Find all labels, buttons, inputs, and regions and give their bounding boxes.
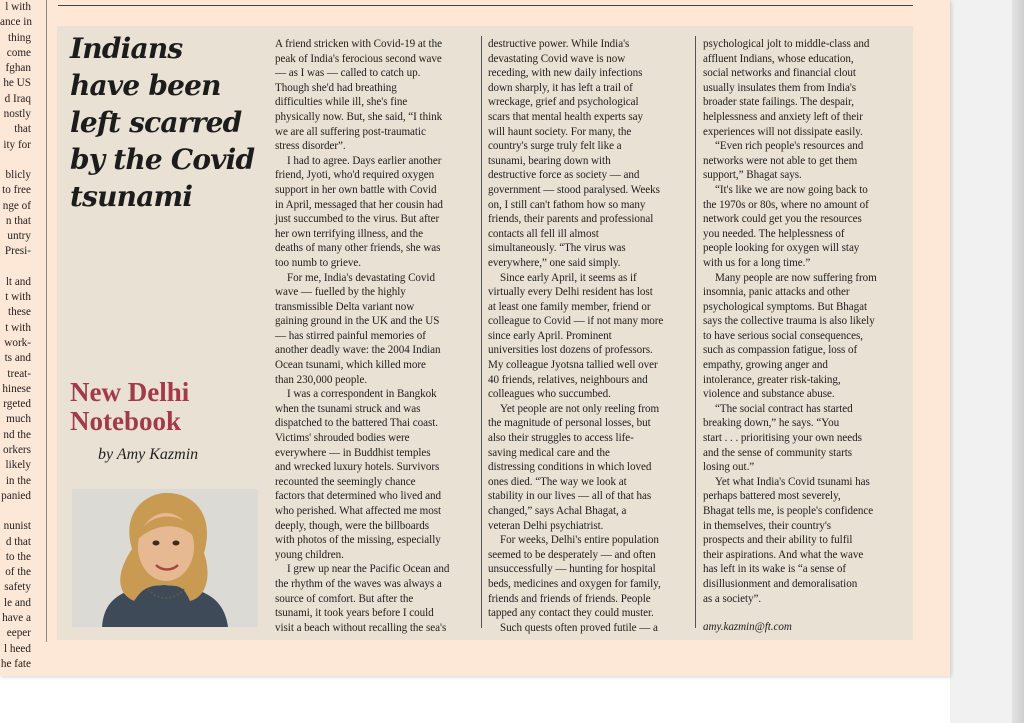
article-line: My colleague Jyotsna tallied well over — [488, 359, 658, 372]
fragment-line: thing — [8, 31, 31, 44]
fragment-line: have a — [2, 611, 31, 624]
article-column-2 — [488, 37, 686, 635]
article-line: factors that determined who lived and — [275, 490, 442, 503]
fragment-line: l heed — [3, 642, 31, 655]
article-line: Yet people are not only reeling from — [500, 402, 660, 415]
article-line: friends, their parents and professional — [488, 213, 654, 226]
article-line: distressing conditions in which loved — [488, 461, 652, 474]
article-line: For weeks, Delhi's entire population — [500, 534, 659, 547]
article-line: dispatched to the battered Thai coast. — [275, 417, 439, 430]
article-line: who perished. What affected me most — [275, 505, 442, 517]
article-line: says the collective trauma is also likely — [703, 315, 875, 328]
column-rule-2 — [695, 36, 696, 628]
article-line: Bhagat tells me, is people's confidence — [703, 505, 874, 517]
author-photo — [72, 489, 258, 627]
article-line: affluent Indians, whose education, — [703, 52, 854, 65]
fragment-line: hinese — [2, 382, 31, 395]
article-line: and wrecked luxury hotels. Survivors — [275, 461, 440, 474]
article-line: unsuccessfully — hunting for hospital — [488, 563, 656, 576]
fragment-line: of the — [5, 566, 31, 579]
fragment-line: ity for — [3, 138, 31, 151]
fragment-line: work- — [4, 336, 31, 349]
article-line: empathy, growing anger and — [703, 359, 828, 372]
article-line: beds, medicines and oxygen for family, — [488, 577, 661, 590]
article-line: psychological jolt to middle-class and — [703, 38, 870, 50]
article-line: to have serious social consequences, — [703, 329, 863, 342]
article-line: we are all suffering post-traumatic — [275, 125, 426, 138]
article-line: deeply, though, were the billboards — [275, 519, 430, 532]
article-line: Such quests often proved futile — a — [500, 621, 658, 634]
article-line: another deadly wave: the 2004 Indian — [275, 344, 441, 357]
article-line: stability in our lives — all of that has — [488, 490, 652, 503]
fragment-line: lt and — [5, 275, 31, 288]
fragment-line: orkers — [3, 444, 31, 457]
article-line: her own terrifying illness, and the — [275, 227, 423, 240]
article-line: wave — fuelled by the highly — [275, 286, 406, 299]
article-line: breaking down,” he says. “You — [703, 417, 840, 430]
article-line: with photos of the missing, especially — [275, 534, 441, 547]
fragment-line: rgeted — [3, 398, 31, 411]
article-line: A friend stricken with Covid-19 at the — [275, 38, 442, 50]
article-line: in April, messaged that her cousin had — [275, 198, 443, 211]
article-line: Ocean tsunami, which killed more — [275, 359, 426, 372]
section-title: New Delhi Notebook — [70, 377, 190, 436]
article-line: ones died. “The way we look at — [488, 475, 627, 488]
fragment-gap — [0, 504, 45, 519]
article-line: in themselves, their country's — [703, 519, 832, 532]
fragment-gap — [0, 260, 45, 275]
article-line: For me, India's devastating Covid — [287, 271, 435, 284]
article-line: too numb to grieve. — [275, 256, 361, 269]
article-line: Yet what India's Covid tsunami has — [715, 475, 870, 488]
article-line: everywhere — in Buddhist temples — [275, 446, 431, 459]
article-line: friends and friends of friends. People — [488, 592, 651, 605]
article-line: everywhere,” one said simply. — [488, 256, 621, 269]
article-line: changed,” says Achal Bhagat, a — [488, 505, 627, 517]
article-line: recounted the seemingly chance — [275, 475, 416, 488]
fragment-line: to free — [2, 184, 31, 197]
article-line: simultaneously. “The virus was — [488, 242, 626, 255]
article-line: 40 friends, relatives, neighbours and — [488, 373, 648, 386]
article-line: just succumbed to the virus. But after — [275, 213, 440, 226]
fragment-line: untry — [7, 230, 31, 243]
fragment-line: nge of — [2, 199, 31, 212]
fragment-line: he fate — [0, 657, 31, 670]
article-line: scars that mental health experts say — [488, 110, 643, 123]
article-line: Since early April, it seems as if — [500, 271, 637, 284]
column-rule-1 — [481, 36, 482, 628]
article-line: networks were not able to get them — [703, 154, 858, 167]
article-line: peak of India's ferocious second wave — [275, 52, 442, 65]
article-line: colleagues who succumbed. — [488, 388, 611, 401]
article-line: government — stood paralysed. Weeks — [488, 183, 660, 196]
article-line: country's surge truly felt like a — [488, 140, 622, 153]
fragment-line: come — [6, 46, 31, 59]
article-line: deaths of many other friends, she was — [275, 242, 441, 255]
fragment-line: panied — [1, 489, 31, 502]
article-line: at least one family member, friend or — [488, 300, 651, 313]
fragment-line: t with — [5, 291, 31, 304]
article-line: perhaps battered most severely, — [703, 490, 841, 503]
article-line: tapped any contact they could muster. — [488, 607, 654, 620]
article-line: will haunt society. For many, the — [488, 125, 632, 138]
article-line: stress disorder”. — [275, 140, 346, 153]
article-line: — as I was — called to catch up. — [275, 67, 421, 80]
article-line: as a society”. — [703, 592, 762, 605]
fragment-gap — [0, 153, 45, 168]
adjacent-article-fragment — [0, 0, 45, 670]
article-line: and the sense of community starts — [703, 446, 853, 459]
fragment-line: in the — [5, 474, 31, 487]
article-column-3 — [703, 37, 903, 635]
article-headline: Indians have been left scarred by the Covid tsunami — [70, 32, 255, 213]
fragment-line: nd the — [3, 428, 31, 441]
spacer — [703, 606, 903, 620]
article-line: the 1970s or 80s, where no amount of — [703, 198, 869, 211]
article-line: I had to agree. Days earlier another — [287, 154, 442, 167]
article-line: losing out.” — [703, 461, 755, 474]
article-line: on, I still can't fathom how so many — [488, 198, 646, 211]
article-line: saving medical care and the — [488, 446, 610, 459]
fragment-line: t with — [5, 321, 31, 334]
article-line: disillusionment and demoralisation — [703, 577, 858, 590]
viewer-background-bottom — [0, 676, 950, 723]
fragment-line: l with — [5, 1, 31, 13]
fragment-line: safety — [4, 581, 31, 594]
article-line: receding, with new daily infections — [488, 67, 643, 80]
article-line: when the tsunami struck and was — [275, 402, 421, 415]
article-line: helplessness and anxiety left of their — [703, 110, 863, 123]
article-line: I grew up near the Pacific Ocean and — [287, 563, 450, 576]
article-line: visit a beach without recalling the sea's — [275, 621, 447, 634]
fragment-line: ts and — [4, 352, 31, 365]
fragment-line: he US — [3, 77, 31, 90]
article-line: tsunami, bearing down with — [488, 154, 611, 167]
article-line: social networks and financial clout — [703, 67, 856, 80]
author-portrait-icon — [72, 489, 258, 627]
fragment-line: eeper — [6, 627, 31, 640]
article-line: wreckage, grief and psychological — [488, 96, 639, 109]
author-email[interactable]: amy.kazmin@ft.com — [703, 621, 792, 634]
article-line: — has stirred painful memories of — [275, 329, 426, 342]
article-line: Though she'd had breathing — [275, 81, 397, 94]
fragment-line: Presi- — [4, 245, 31, 258]
article-line: the magnitude of personal losses, but — [488, 417, 651, 430]
article-line: has left in its wake is “a sense of — [703, 563, 847, 576]
article-line: also their struggles to access life- — [488, 432, 634, 445]
fragment-line: nostly — [3, 108, 31, 121]
article-line: psychological symptoms. But Bhagat — [703, 300, 868, 313]
article-line: tsunami, it took years before I could — [275, 607, 434, 620]
fragment-line: that — [14, 123, 31, 136]
article-line: transmissible Delta variant now — [275, 300, 415, 313]
article-line: their aspirations. And what the wave — [703, 548, 864, 561]
article-line: Victims' shrouded bodies were — [275, 432, 410, 445]
article-line: destructive power. While India's — [488, 38, 630, 50]
fragment-line: d that — [5, 535, 31, 548]
article-line: such as compassion fatigue, loss of — [703, 344, 858, 357]
article-line: start . . . prioritising your own needs — [703, 432, 862, 445]
article-line: gaining ground in the UK and the US — [275, 315, 440, 328]
article-line: insomnia, panic attacks and other — [703, 286, 850, 299]
article-line: friend, Jyoti, who'd required oxygen — [275, 169, 435, 182]
article-line: with us for a long time.” — [703, 256, 811, 269]
article-line: seemed to be desperately — and often — [488, 548, 656, 561]
article-line: “It's like we are now going back to — [715, 183, 868, 196]
fragment-line: nunist — [3, 520, 31, 533]
article-line: support in her own battle with Covid — [275, 183, 437, 196]
article-line: “Even rich people's resources and — [715, 140, 864, 153]
article-line: difficulties while ill, she's fine — [275, 96, 408, 109]
fragment-line: much — [6, 413, 31, 426]
article-line: people looking for oxygen will stay — [703, 242, 860, 255]
fragment-line: blicly — [5, 168, 31, 181]
article-line: network could get you the resources — [703, 213, 862, 226]
column-divider-left — [46, 0, 47, 642]
article-line: down sharply, it has left a trail of — [488, 81, 633, 94]
fragment-line: these — [8, 306, 31, 319]
article-line: you needed. The helplessness of — [703, 227, 845, 240]
fragment-line: d Iraq — [4, 92, 31, 105]
article-line: experiences will not dissipate easily. — [703, 125, 863, 138]
fragment-line: fghan — [5, 62, 31, 75]
fragment-line: n that — [5, 214, 31, 227]
article-line: universities lost dozens of professors. — [488, 344, 653, 357]
article-line: intolerance, greater risk-taking, — [703, 373, 841, 386]
fragment-line: ance in — [0, 16, 32, 29]
viewer-scroll-edge — [1012, 0, 1024, 723]
fragment-line: likely — [5, 459, 31, 472]
article-line: physically now. But, she said, “I think — [275, 110, 443, 123]
article-line: source of comfort. But after the — [275, 592, 414, 605]
fragment-line: le and — [3, 596, 31, 609]
article-line: young children. — [275, 548, 344, 561]
article-line: I was a correspondent in Bangkok — [287, 388, 437, 401]
article-line: destructive force as society — and — [488, 169, 640, 182]
article-line: than 230,000 people. — [275, 373, 368, 386]
article-line: usually insulates them from India's — [703, 81, 857, 94]
article-line: since early April. Prominent — [488, 329, 612, 342]
article-line: Many people are now suffering from — [715, 271, 877, 284]
article-line: the rhythm of the waves was always a — [275, 577, 442, 590]
article-line: broader state failings. The despair, — [703, 96, 854, 109]
article-line: violence and substance abuse. — [703, 388, 835, 401]
top-rule — [58, 5, 913, 6]
byline: by Amy Kazmin — [98, 446, 199, 463]
article-line: veteran Delhi psychiatrist. — [488, 519, 604, 532]
fragment-line: treat- — [7, 367, 31, 380]
article-line: prospects and their ability to fulfil — [703, 534, 853, 547]
article-line: devastating Covid wave is now — [488, 52, 626, 65]
article-line: support,” Bhagat says. — [703, 169, 802, 182]
article-column-1 — [275, 37, 475, 635]
article-line: colleague to Covid — if not many more — [488, 315, 664, 328]
fragment-line: to the — [5, 550, 31, 563]
article-line: contacts all fell ill almost — [488, 227, 599, 240]
article-line: “The social contract has started — [715, 402, 853, 415]
article-line: virtually every Delhi resident has lost — [488, 286, 653, 299]
